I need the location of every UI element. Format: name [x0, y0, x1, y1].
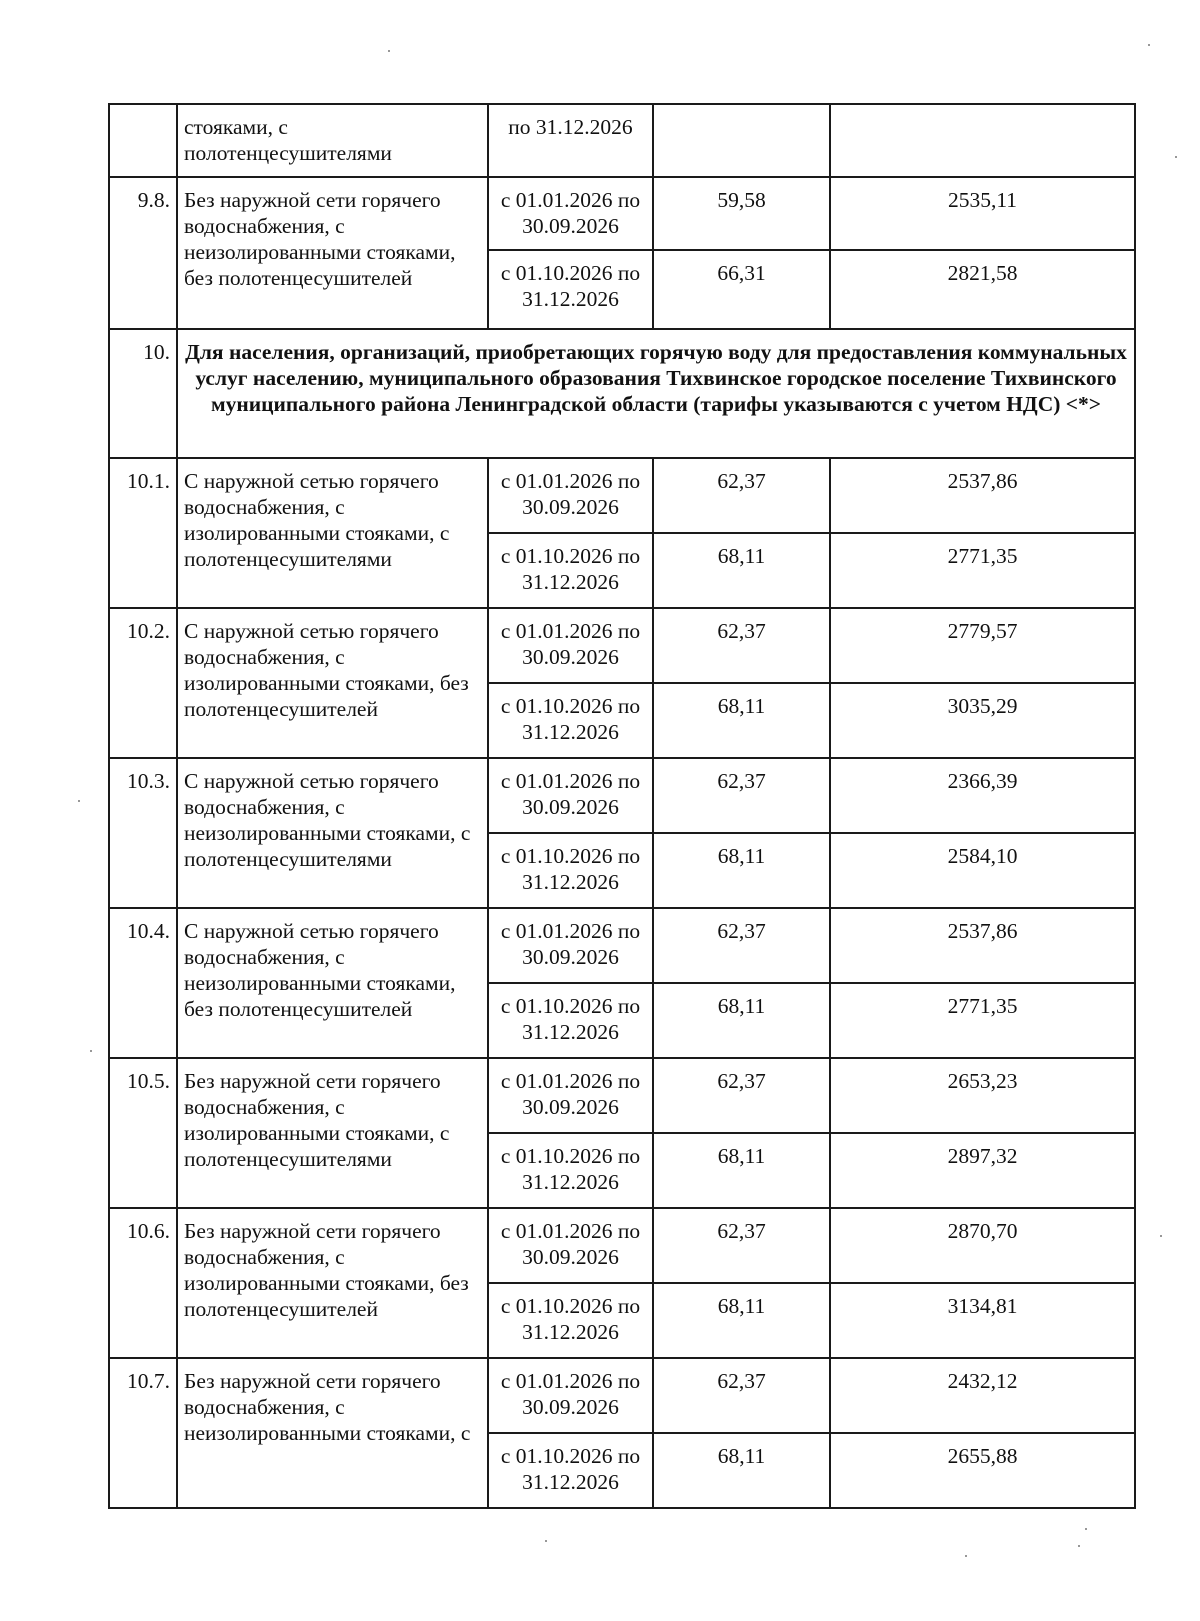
period-cell: с 01.10.2026 по 31.12.2026	[488, 683, 653, 758]
section-title-cell: Для населения, организаций, приобретающих горячую воду для предоставления коммунальных услуг населению, муниципального образования Тихвинское городское поселение Тихвинского муниципального района Ленинградской области (тарифы указываются с учетом НДС) <*>	[177, 329, 1135, 458]
value-cell: 2584,10	[830, 833, 1135, 908]
period-cell: с 01.10.2026 по 31.12.2026	[488, 983, 653, 1058]
value-cell: 68,11	[653, 533, 830, 608]
period-cell: с 01.10.2026 по 31.12.2026	[488, 833, 653, 908]
value-cell: 68,11	[653, 1433, 830, 1508]
scan-speck	[90, 1050, 92, 1052]
table-row	[109, 758, 1135, 833]
value-cell: 2655,88	[830, 1433, 1135, 1508]
row-name-cell: Без наружной сети горячего водоснабжения, с изолированными стояками, без полотенцесушителей	[177, 1208, 488, 1358]
scan-speck	[1148, 44, 1150, 46]
period-cell: с 01.10.2026 по 31.12.2026	[488, 250, 653, 329]
value-cell: 68,11	[653, 983, 830, 1058]
period-cell: с 01.01.2026 по 30.09.2026	[488, 458, 653, 533]
row-number-cell: 10.3.	[109, 758, 177, 908]
row-name-cell: Без наружной сети горячего водоснабжения, с изолированными стояками, с полотенцесушителями	[177, 1058, 488, 1208]
period-cell: с 01.10.2026 по 31.12.2026	[488, 1133, 653, 1208]
value-cell: 68,11	[653, 683, 830, 758]
row-name-cell: Без наружной сети горячего водоснабжения, с неизолированными стояками, с	[177, 1358, 488, 1508]
period-cell: с 01.10.2026 по 31.12.2026	[488, 1283, 653, 1358]
table-row	[109, 1358, 1135, 1433]
period-cell: с 01.01.2026 по 30.09.2026	[488, 1208, 653, 1283]
value-cell: 62,37	[653, 608, 830, 683]
value-cell: 2870,70	[830, 1208, 1135, 1283]
value-cell	[830, 104, 1135, 177]
value-cell: 68,11	[653, 833, 830, 908]
row-name-cell: стояками, с полотенцесушителями	[177, 104, 488, 177]
tariff-rows	[109, 458, 1135, 1508]
row-number-cell: 10.6.	[109, 1208, 177, 1358]
value-cell: 3134,81	[830, 1283, 1135, 1358]
row-name-cell: С наружной сетью горячего водоснабжения, с неизолированными стояками, с полотенцесушителями	[177, 758, 488, 908]
table-row	[109, 177, 1135, 250]
row-number-cell	[109, 104, 177, 177]
period-cell: с 01.01.2026 по 30.09.2026	[488, 608, 653, 683]
period-cell: по 31.12.2026	[488, 104, 653, 177]
value-cell: 2779,57	[830, 608, 1135, 683]
tariff-table	[108, 103, 1136, 1509]
value-cell: 62,37	[653, 1208, 830, 1283]
period-cell: с 01.01.2026 по 30.09.2026	[488, 908, 653, 983]
scan-speck	[1160, 1235, 1162, 1237]
scan-speck	[1085, 1528, 1087, 1530]
value-cell	[653, 104, 830, 177]
scan-speck	[78, 800, 80, 802]
period-cell: с 01.10.2026 по 31.12.2026	[488, 1433, 653, 1508]
table-row	[109, 458, 1135, 533]
value-cell: 2653,23	[830, 1058, 1135, 1133]
value-cell: 62,37	[653, 1358, 830, 1433]
value-cell: 2771,35	[830, 983, 1135, 1058]
value-cell: 62,37	[653, 758, 830, 833]
table-row	[109, 1058, 1135, 1133]
value-cell: 59,58	[653, 177, 830, 250]
row-number-cell: 10.4.	[109, 908, 177, 1058]
scan-speck	[965, 1555, 967, 1557]
scan-speck	[545, 1540, 547, 1542]
period-cell: с 01.01.2026 по 30.09.2026	[488, 1058, 653, 1133]
table-row-continuation	[109, 104, 1135, 177]
row-name-cell: С наружной сетью горячего водоснабжения, с неизолированными стояками, без полотенцесушителей	[177, 908, 488, 1058]
scan-speck	[388, 50, 390, 52]
period-cell: с 01.10.2026 по 31.12.2026	[488, 533, 653, 608]
table-row	[109, 608, 1135, 683]
value-cell: 66,31	[653, 250, 830, 329]
value-cell: 3035,29	[830, 683, 1135, 758]
period-cell: с 01.01.2026 по 30.09.2026	[488, 177, 653, 250]
row-name-cell: С наружной сетью горячего водоснабжения, с изолированными стояками, без полотенцесушителей	[177, 608, 488, 758]
row-number-cell: 10.1.	[109, 458, 177, 608]
value-cell: 62,37	[653, 908, 830, 983]
value-cell: 62,37	[653, 1058, 830, 1133]
table-row	[109, 1208, 1135, 1283]
period-cell: с 01.01.2026 по 30.09.2026	[488, 1358, 653, 1433]
section-row	[109, 329, 1135, 458]
row-name-cell: Без наружной сети горячего водоснабжения, с неизолированными стояками, без полотенцесушителей	[177, 177, 488, 329]
value-cell: 2897,32	[830, 1133, 1135, 1208]
value-cell: 2432,12	[830, 1358, 1135, 1433]
period-cell: с 01.01.2026 по 30.09.2026	[488, 758, 653, 833]
row-number-cell: 9.8.	[109, 177, 177, 329]
value-cell: 68,11	[653, 1133, 830, 1208]
scan-speck	[1175, 156, 1177, 158]
value-cell: 62,37	[653, 458, 830, 533]
row-number-cell: 10.5.	[109, 1058, 177, 1208]
scan-speck	[1078, 1545, 1080, 1547]
value-cell: 2821,58	[830, 250, 1135, 329]
value-cell: 2771,35	[830, 533, 1135, 608]
row-number-cell: 10.2.	[109, 608, 177, 758]
row-number-cell: 10.7.	[109, 1358, 177, 1508]
row-name-cell: С наружной сетью горячего водоснабжения, с изолированными стояками, с полотенцесушителями	[177, 458, 488, 608]
value-cell: 2537,86	[830, 908, 1135, 983]
section-number-cell: 10.	[109, 329, 177, 458]
table-row	[109, 908, 1135, 983]
value-cell: 2535,11	[830, 177, 1135, 250]
value-cell: 2537,86	[830, 458, 1135, 533]
value-cell: 2366,39	[830, 758, 1135, 833]
value-cell: 68,11	[653, 1283, 830, 1358]
